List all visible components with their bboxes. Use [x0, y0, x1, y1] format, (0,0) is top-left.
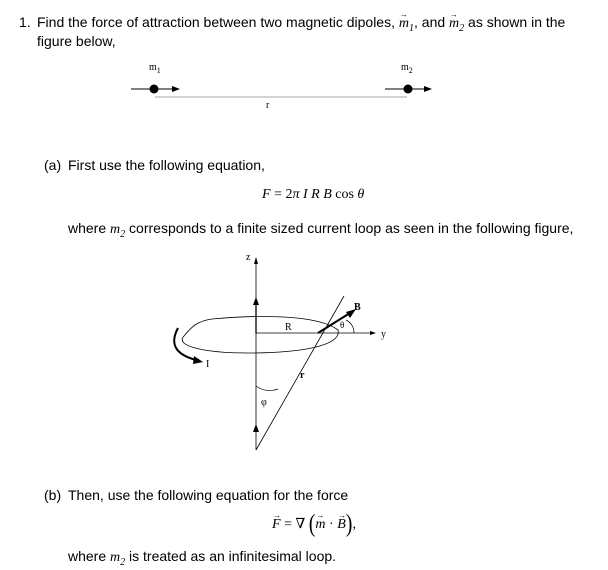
label-r: r [266, 100, 270, 111]
moment-arrowhead [253, 297, 259, 305]
m2-symbol: → $m_2$ [449, 16, 464, 31]
y-axis-arrowhead [370, 331, 376, 335]
m1-symbol: → $m_1$ [399, 16, 414, 31]
problem-number: 1. [19, 14, 31, 30]
label-r-vector: r [300, 370, 305, 381]
label-theta: θ [340, 320, 345, 330]
part-a-where: where $m_2$ corresponds to a finite sized current loop as seen in the following figure, [68, 220, 574, 240]
m2-inline-b: $m_2$ [110, 550, 126, 568]
part-a-text: First use the following equation, [68, 157, 265, 173]
part-b-label: (b) [44, 487, 62, 503]
label-m1: $m_1$ [149, 62, 161, 75]
phi-arc [256, 386, 278, 391]
intro-text-b: as shown in the [464, 14, 566, 30]
label-R: R [285, 322, 292, 333]
theta-arc [346, 320, 354, 333]
label-B: B [354, 302, 361, 313]
intro-text-a: Find the force of attraction between two magnetic dipoles, [37, 14, 399, 30]
equation-b: → F = ∇ (→ m · → B), [272, 515, 356, 534]
m2-inline: $m_2$ [110, 222, 126, 240]
part-b-text: Then, use the following equation for the force [68, 487, 349, 503]
equation-a: F = 2π I R B cos θ [262, 187, 365, 202]
z-axis-arrowhead [254, 257, 258, 264]
current-arrowhead [193, 356, 203, 364]
part-a-label: (a) [44, 157, 62, 173]
intro-and: , and [414, 14, 450, 30]
problem-intro-line2: figure below, [37, 33, 116, 49]
label-I: I [206, 359, 210, 370]
part-b-where: where $m_2$ is treated as an infinitesimal loop. [68, 548, 337, 568]
label-m2: $m_2$ [401, 62, 413, 75]
label-phi: φ [261, 397, 267, 408]
lower-arrowhead [253, 424, 259, 432]
label-z: z [246, 252, 251, 263]
label-y: y [381, 329, 386, 340]
